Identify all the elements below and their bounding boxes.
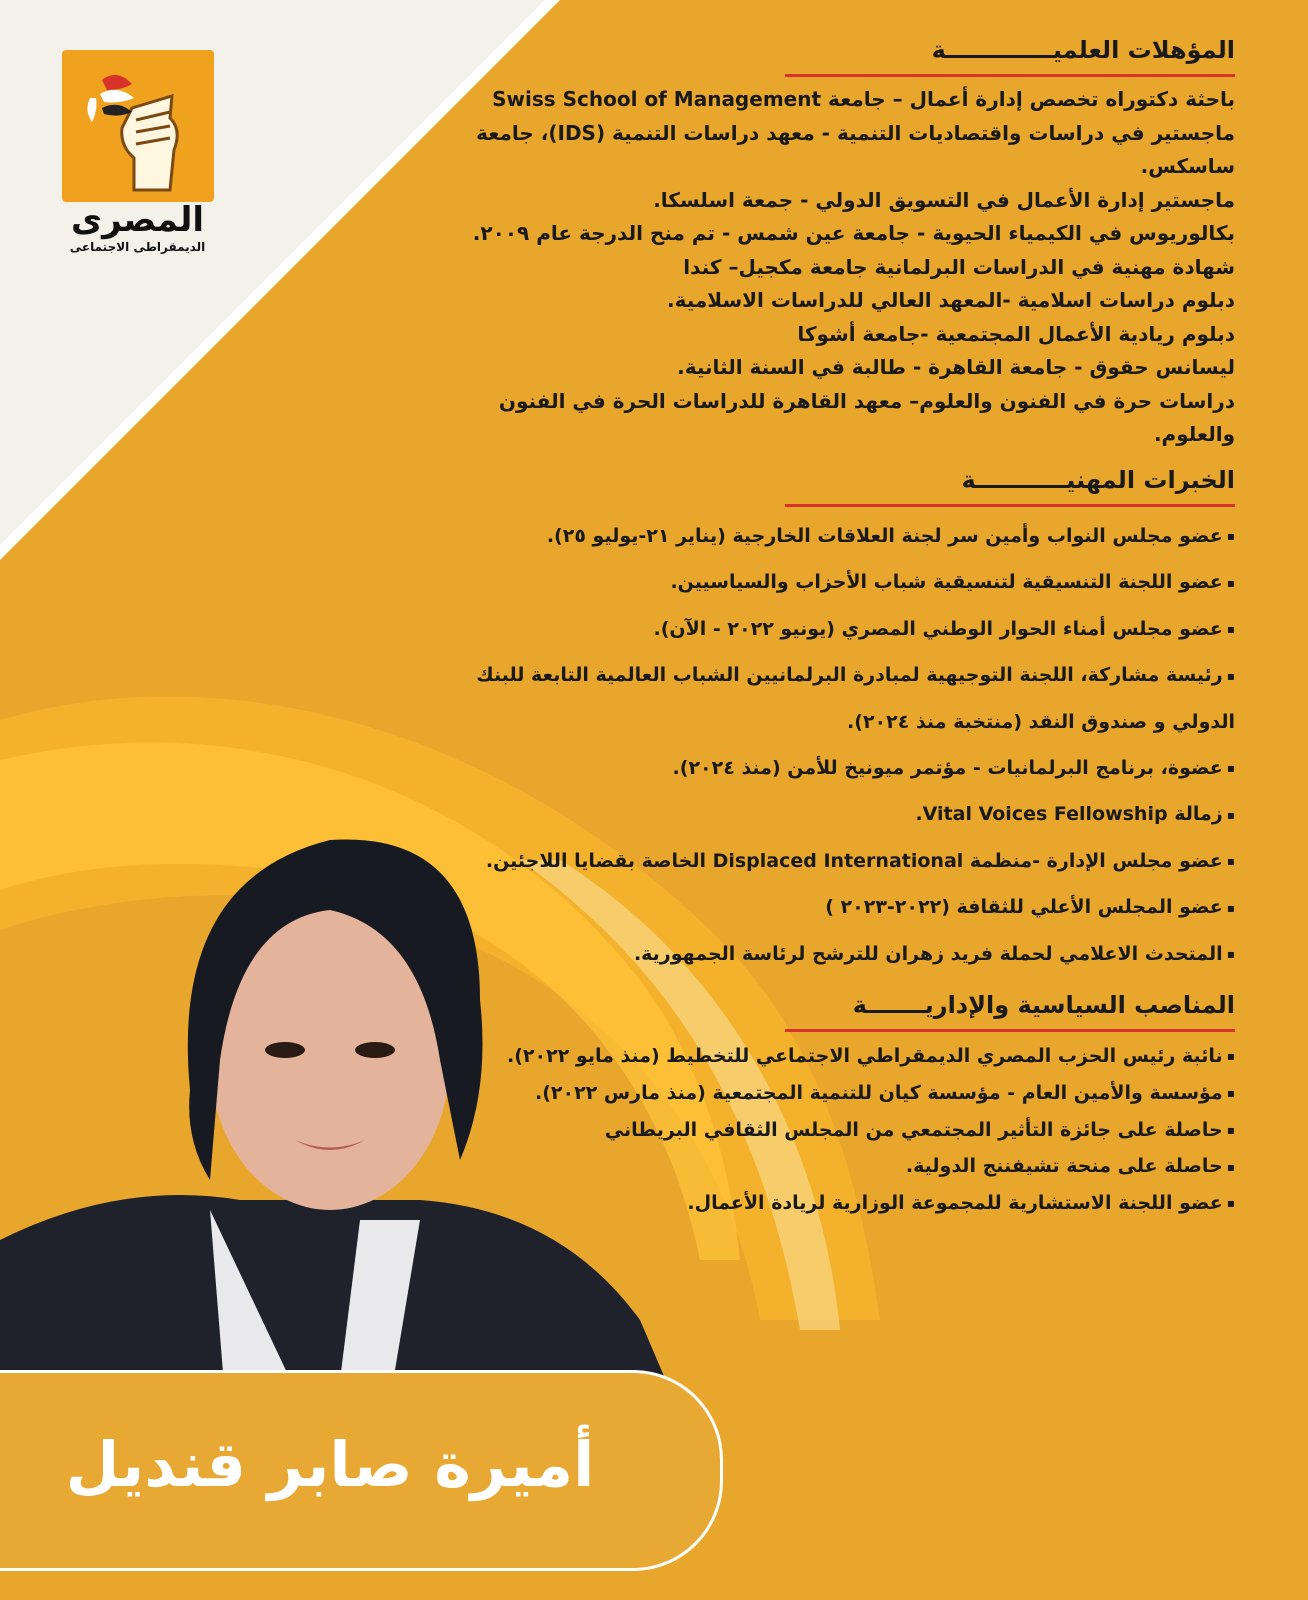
position-item: ▪ مؤسسة والأمين العام - مؤسسة كيان للتنمية المجتمعية (منذ مارس ٢٠٢٢). (460, 1075, 1235, 1112)
qualification-item: ليسانس حقوق - جامعة القاهرة - طالبة في السنة الثانية. (677, 355, 1235, 379)
qualification-item: ماجستير في دراسات واقتصاديات التنمية - معهد دراسات التنمية (IDS)، جامعة ساسكس. (476, 120, 1235, 178)
qualification-item: باحثة دكتوراه تخصص إدارة أعمال – جامعة Swiss School of Management (492, 87, 1235, 111)
position-item: ▪ حاصلة على جائزة التأثير المجتمعي من المجلس الثقافي البريطاني (460, 1112, 1235, 1149)
experience-item: ▪ عضو مجلس الإدارة -منظمة Displaced International الخاصة بقضايا اللاجئين. (460, 838, 1235, 885)
logo-wordmark (50, 200, 225, 254)
experience-heading: الخبرات المهنيـــــــــــة (961, 465, 1235, 494)
position-item: ▪ نائبة رئيس الحزب المصري الديمقراطي الاجتماعي للتخطيط (منذ مايو ٢٠٢٢). (460, 1038, 1235, 1075)
experience-item: ▪ رئيسة مشاركة، اللجنة التوجيهية لمبادرة البرلمانيين الشباب العالمية التابعة للبنك الدولي و صندوق النقد (منتخبة منذ ٢٠٢٤). (460, 652, 1235, 745)
experience-item: ▪ عضو مجلس النواب وأمين سر لجنة العلاقات الخارجية (يناير ٢١-يوليو ٢٥). (460, 513, 1235, 560)
section-divider (785, 74, 1235, 77)
position-item: ▪ عضو اللجنة الاستشارية للمجموعة الوزارية لريادة الأعمال. (460, 1185, 1235, 1222)
logo-title: المصرى (70, 200, 205, 240)
positions-heading: المناصب السياسية والإداريـــــــة (852, 991, 1235, 1019)
section-divider (785, 504, 1235, 507)
qualification-item: دبلوم ريادية الأعمال المجتمعية -جامعة أشوكا (797, 321, 1235, 346)
experience-item: ▪ عضو مجلس أمناء الحوار الوطني المصري (يونيو ٢٠٢٢ - الآن). (460, 606, 1235, 653)
raised-fist-icon (62, 50, 214, 202)
experience-item: ▪ المتحدث الاعلامي لحملة فريد زهران للترشح لرئاسة الجمهورية. (460, 931, 1235, 978)
experience-item: ▪ عضو اللجنة التنسيقية لتنسيقية شباب الأحزاب والسياسيين. (460, 559, 1235, 606)
portrait-photo (0, 760, 700, 1460)
person-name: أميرة صابر قنديل (65, 1428, 595, 1501)
experience-item: ▪ زمالة Vital Voices Fellowship. (460, 791, 1235, 838)
qualification-item: شهادة مهنية في الدراسات البرلمانية جامعة مكجيل– كندا (683, 254, 1235, 279)
experience-item: ▪ عضو المجلس الأعلي للثقافة (٢٠٢٢-٢٠٢٣ ) (460, 884, 1235, 931)
qualification-item: بكالوريوس في الكيمياء الحيوية - جامعة عين شمس - تم منح الدرجة عام ٢٠٠٩. (472, 221, 1235, 245)
qualifications-heading: المؤهلات العلميـــــــــــــة (931, 36, 1235, 64)
position-item: ▪ حاصلة على منحة تشيفننج الدولية. (460, 1148, 1235, 1185)
qualification-item: ماجستير إدارة الأعمال في التسويق الدولي - جمعة اسلسكا. (653, 187, 1235, 212)
section-divider (785, 1029, 1235, 1032)
experience-item: ▪ عضوة، برنامج البرلمانيات - مؤتمر ميونيخ للأمن (منذ ٢٠٢٤). (460, 745, 1235, 792)
qualifications-section (460, 26, 1235, 452)
qualification-item: دراسات حرة في الفنون والعلوم– معهد القاهرة للدراسات الحرة في الفنون والعلوم. (498, 388, 1235, 446)
party-logo (62, 50, 214, 202)
logo-subtitle: الديمقراطى الاجتماعى (69, 240, 206, 254)
qualification-item: دبلوم دراسات اسلامية -المعهد العالي للدراسات الاسلامية. (667, 288, 1235, 312)
